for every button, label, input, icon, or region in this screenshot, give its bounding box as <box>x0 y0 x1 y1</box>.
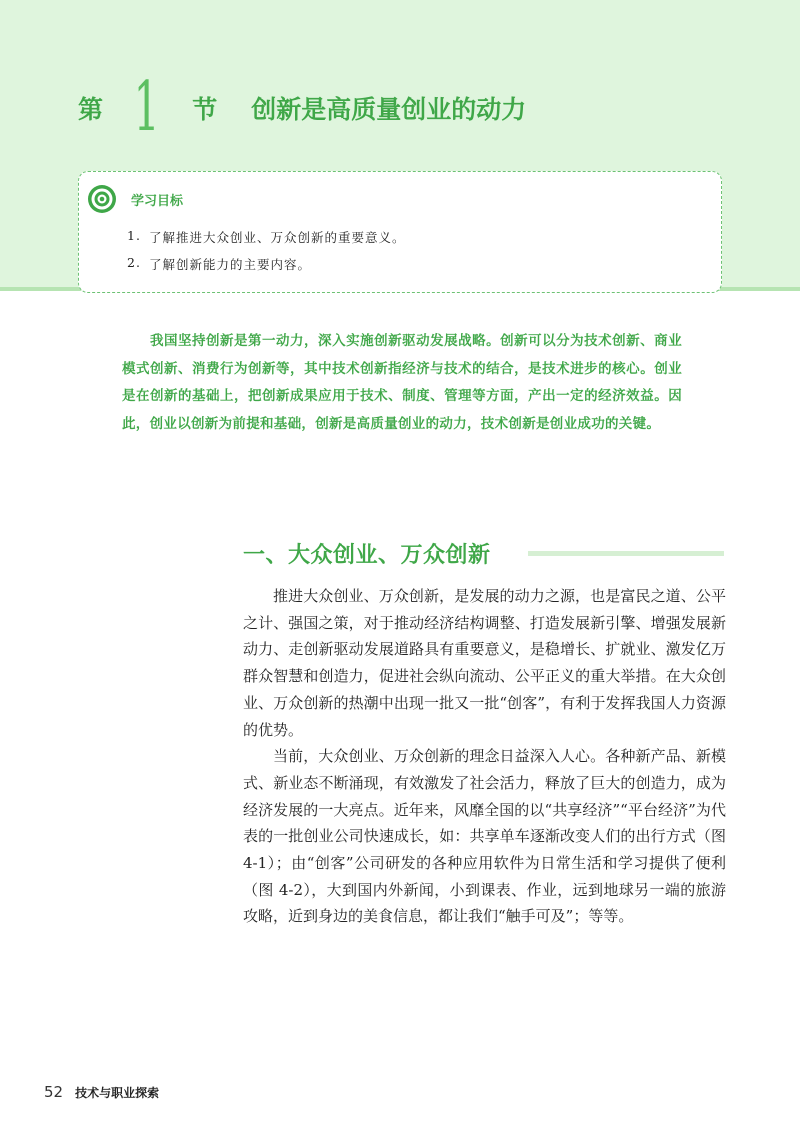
list-item-text: 了解创新能力的主要内容。 <box>149 257 312 272</box>
learning-goals-label: 学习目标 <box>131 193 184 209</box>
section-title: 一、大众创业、万众创新 <box>243 543 491 568</box>
learning-goals-header <box>87 184 183 214</box>
book-title: 技术与职业探索 <box>75 1086 160 1100</box>
section-title-rule <box>528 551 724 556</box>
learning-goals-list <box>127 228 406 282</box>
learning-goals-box <box>78 171 722 293</box>
chapter-prefix: 第 <box>78 95 104 124</box>
section-body <box>243 583 726 930</box>
section-heading <box>243 538 491 569</box>
target-icon <box>87 184 117 214</box>
list-item-number: 1. <box>127 228 141 243</box>
list-item-text: 了解推进大众创业、万众创新的重要意义。 <box>149 230 406 245</box>
page-footer <box>44 1083 159 1101</box>
chapter-title: 创新是高质量创业的动力 <box>251 95 527 124</box>
intro-paragraph: 我国坚持创新是第一动力，深入实施创新驱动发展战略。创新可以分为技术创新、商业模式创新、消费行为创新等，其中技术创新指经济与技术的结合，是技术进步的核心。创业是在创新的基础上，把创新成果应用于技术、制度、管理等方面，产出一定的经济效益。因此，创业以创新为前提和基础，创新是高质量创业的动力，技术创新是创业成功的关键。 <box>122 333 682 432</box>
body-paragraph: 推进大众创业、万众创新，是发展的动力之源，也是富民之道、公平之计、强国之策，对于推动经济结构调整、打造发展新引擎、增强发展新动力、走创新驱动发展道路具有重要意义，是稳增长、扩就业、激发亿万群众智慧和创造力，促进社会纵向流动、公平正义的重大举措。在大众创业、万众创新的热潮中出现一批又一批“创客”，有利于发挥我国人力资源的优势。 <box>243 587 726 739</box>
list-item <box>127 255 406 282</box>
body-paragraph: 当前，大众创业、万众创新的理念日益深入人心。各种新产品、新模式、新业态不断涌现，有效激发了社会活力，释放了巨大的创造力，成为经济发展的一大亮点。近年来，风靡全国的以“共享经济”“平台经济”为代表的一批创业公司快速成长，如：共享单车逐渐改变人们的出行方式（图 4-1）；由“创客”公司研发的各种应用软件为日常生活和学习提供了便利（图 4-2），大到国内外新闻，小到课表、作业，远到地球另一端的旅游攻略，近到身边的美食信息，都让我们“触手可及”；等等。 <box>243 747 726 926</box>
page-number: 52 <box>44 1083 64 1101</box>
list-item <box>127 228 406 255</box>
chapter-heading <box>78 68 527 147</box>
chapter-suffix: 节 <box>192 95 218 124</box>
list-item-number: 2. <box>127 255 141 270</box>
chapter-number: 1 <box>133 68 160 147</box>
